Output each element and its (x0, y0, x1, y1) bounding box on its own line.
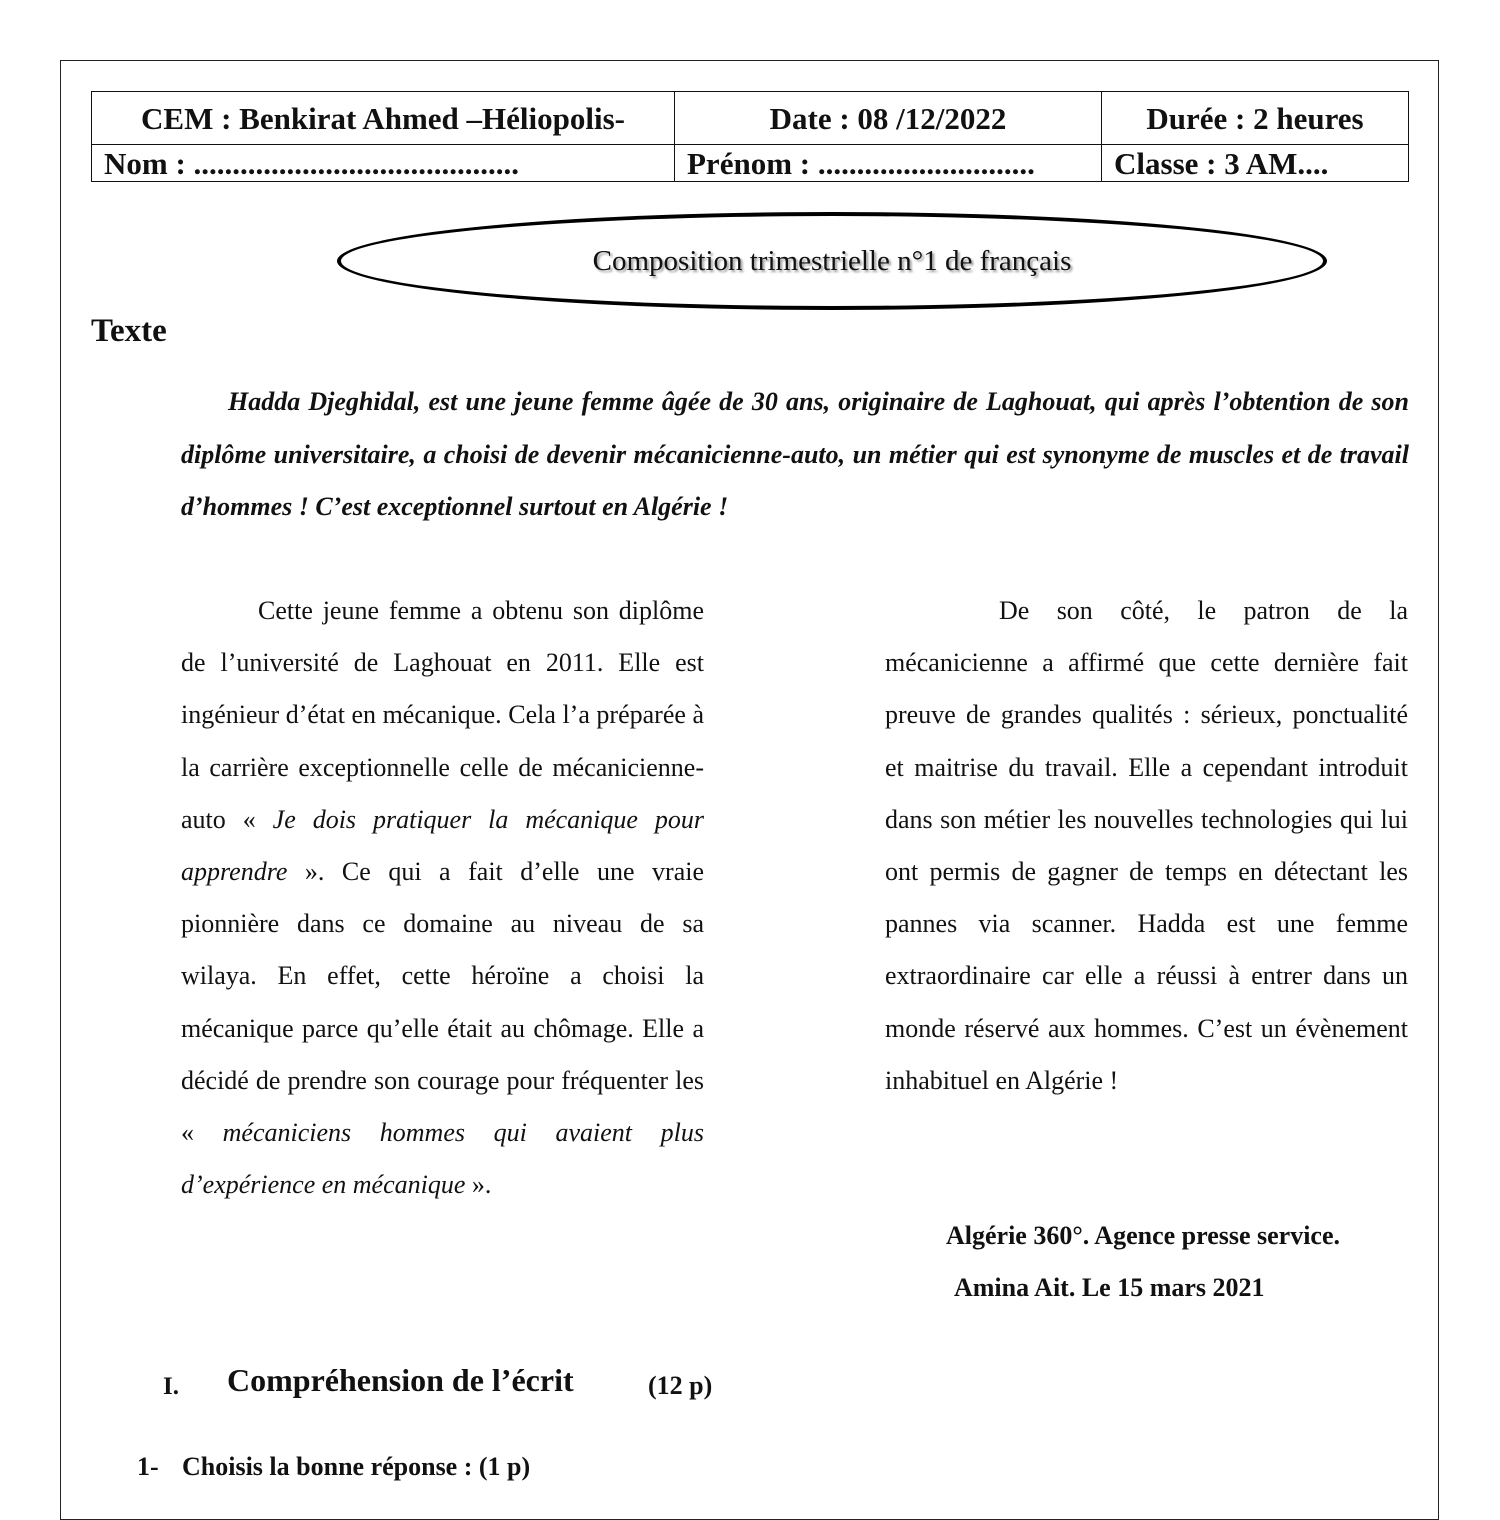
text-heading: Texte (91, 313, 167, 349)
right-column-paragraph: De son côté, le patron de la mécanicienne a affirmé que cette dernière fait preuve de grandes qualités : sérieux, ponctualité et maitrise du travail. Elle a cependant introduit dans son métier les nouvelles technologies qui lui ont permis de gagner de temps en détectant les pannes via scanner. Hadda est une femme extraordinaire car elle a réussi à entrer dans un monde réservé aux hommes. C’est un évènement inhabituel en Algérie ! (885, 596, 1408, 1095)
left-column-paragraph (181, 585, 704, 1211)
class-field[interactable]: Classe : 3 AM.... (1102, 145, 1409, 182)
header-table (91, 91, 1409, 182)
left-text-3: ». (465, 1170, 492, 1200)
left-text-2: ». Ce qui a fait d’elle une vraie pionnière dans ce domaine au niveau de sa wilaya. En effet, cette héroïne a choisi la mécanique parce qu’elle était au chômage. Elle a décidé de prendre son courage pour fréquenter les « (181, 857, 704, 1148)
name-field[interactable]: Nom : .......................................... (92, 145, 675, 182)
intro-paragraph: Hadda Djeghidal, est une jeune femme âgée de 30 ans, originaire de Laghouat, qui après l’obtention de son diplôme universitaire, a choisi de devenir mécanicienne-auto, un métier qui est synonyme de muscles et de travail d’hommes ! C’est exceptionnel surtout en Algérie ! (181, 387, 1409, 521)
section-points: (12 p) (648, 1371, 713, 1400)
left-text-1: Cette jeune femme a obtenu son diplôme de l’université de Laghouat en 2011. Elle est ingénieur d’état en mécanique. Cela l’a préparée à la carrière exceptionnelle celle de mécanicienne-auto « (181, 596, 704, 834)
question-text: Choisis la bonne réponse : (1 p) (182, 1452, 531, 1481)
section-title: Compréhension de l’écrit (227, 1362, 574, 1398)
source-line-2: Amina Ait. Le 15 mars 2021 (954, 1273, 1265, 1302)
document-title: Composition trimestrielle n°1 de français (592, 244, 1072, 277)
duration-cell: Durée : 2 heures (1102, 92, 1409, 145)
quote-2: mécaniciens hommes qui avaient plus d’expérience en mécanique (181, 1118, 704, 1200)
question-number: 1- (137, 1452, 159, 1481)
title-ellipse (337, 212, 1327, 310)
date-cell: Date : 08 /12/2022 (675, 92, 1102, 145)
section-number: I. (163, 1373, 179, 1400)
school-cell: CEM : Benkirat Ahmed –Héliopolis- (92, 92, 675, 145)
firstname-field[interactable]: Prénom : ............................ (675, 145, 1102, 182)
quote-1: Je dois pratiquer la mécanique pour apprendre (181, 804, 705, 887)
source-line-1: Algérie 360°. Agence presse service. (946, 1221, 1341, 1250)
